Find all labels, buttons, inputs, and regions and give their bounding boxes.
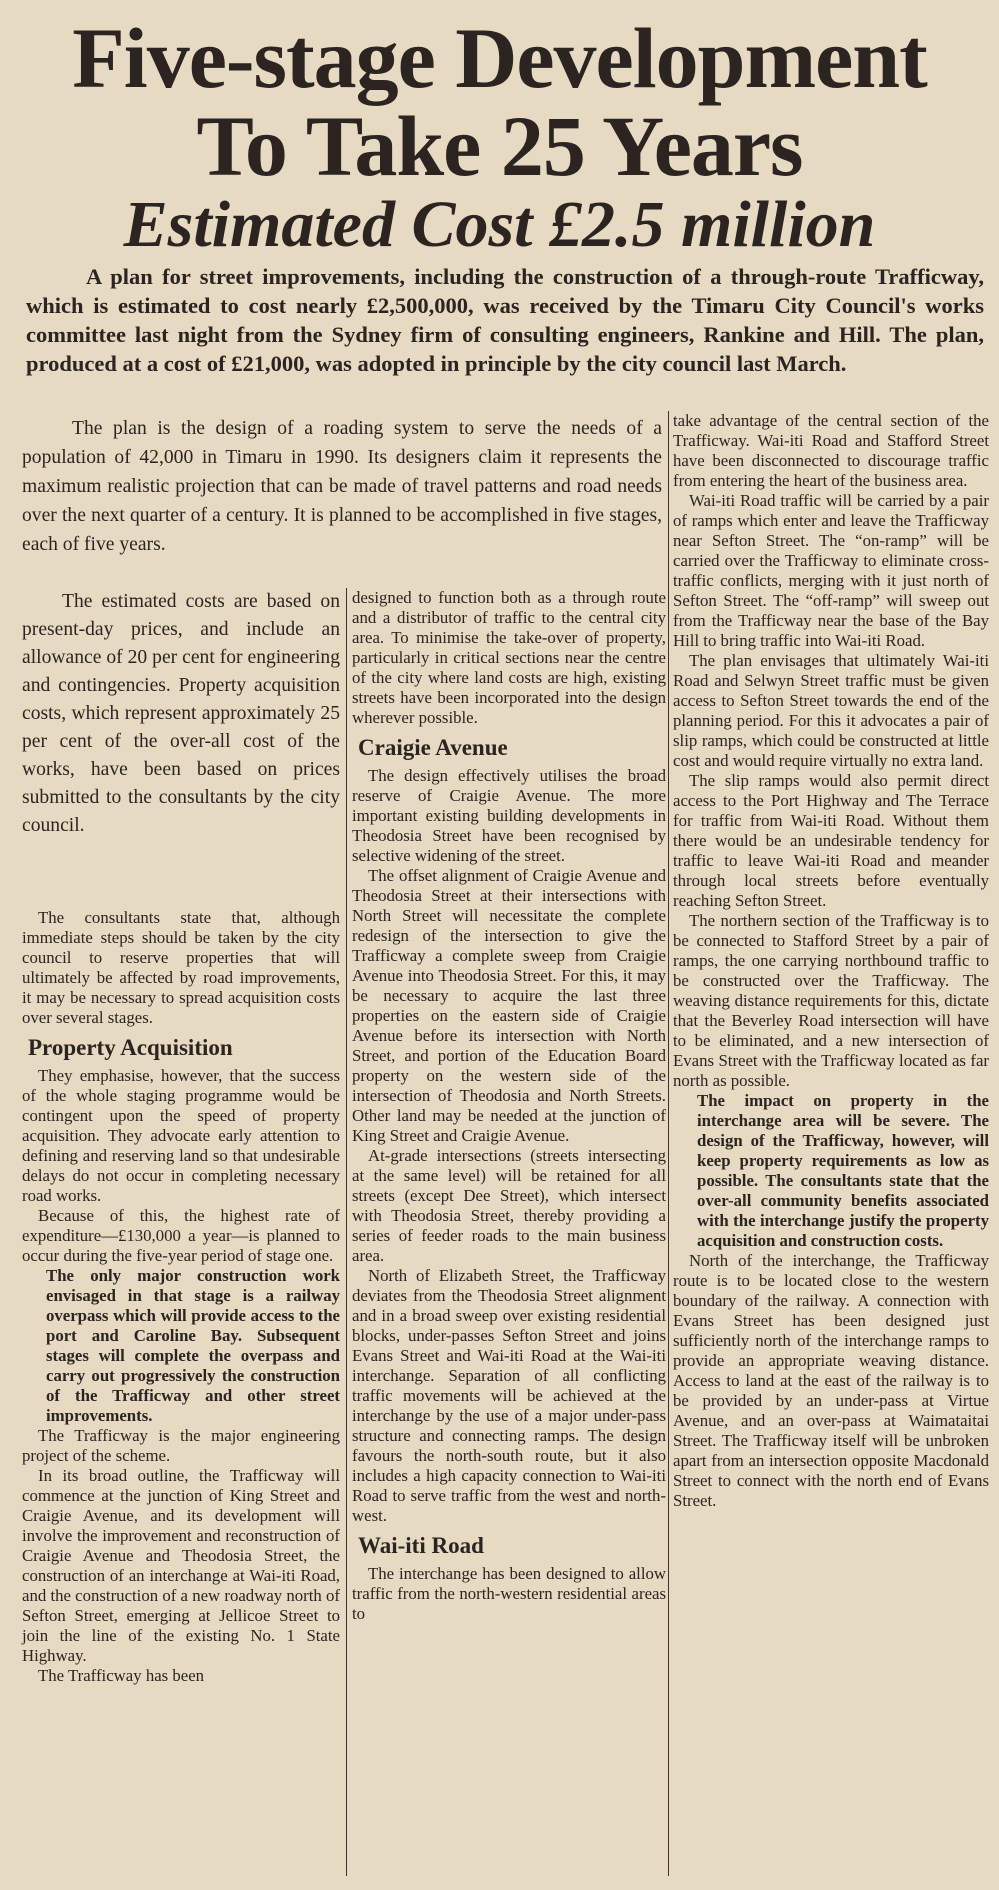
bold-paragraph: The impact on property in the interchange area will be severe. The design of the Trafficway, however, will keep property requirements as low as possible. The consultants state that the over-all community benefits associated with the interchange justify the property acquisition and construction costs. — [697, 1091, 989, 1250]
subheading: Wai-iti Road — [358, 1533, 484, 1558]
paragraph: North of the interchange, the Trafficway route is to be located close to the western boundary of the railway. A connection with Evans Street has been designed just sufficiently north of the interchange ramps to provide an appropriate weaving distance. Access to land at the east of the railway is to be provided by an under-pass at Virtue Avenue, and an over-pass at Waimataitai Street. The Trafficway itself will be unbroken apart from an intersection opposite Macdonald Street to connect with the north end of Evans Street. — [673, 1251, 989, 1510]
paragraph: take advantage of the central section of the Trafficway. Wai-iti Road and Stafford Street have been disconnected to discourage traffic from entering the heart of the business area. — [673, 411, 989, 490]
paragraph: The Trafficway is the major engineering project of the scheme. — [22, 1426, 340, 1465]
paragraph: At-grade intersections (streets intersecting at the same level) will be retained for all streets (except Dee Street), which intersect with Theodosia Street, thereby providing a series of feeder roads to the main business area. — [352, 1146, 666, 1265]
lead-text: The estimated costs are based on present-day prices, and include an allowance of 20 per cent for engineering and contingencies. Property acquisition costs, which represent approximately 25 per cent of the over-all cost of the works, have been based on prices submitted to the consultants by the city council. — [22, 591, 340, 836]
column-rule-right — [668, 411, 669, 1876]
headline-line-2: To Take 25 Years — [196, 98, 803, 194]
lead-paragraph — [22, 588, 340, 840]
paragraph: In its broad outline, the Trafficway will commence at the junction of King Street and Craigie Avenue, and its development will involve the improvement and reconstruction of Craigie Avenue and Theodosia Street, the construction of an interchange at Wai-iti Road, and the construction of a new roadway north of Sefton Street, emerging at Jellicoe Street to join the line of the existing No. 1 State Highway. — [22, 1466, 340, 1665]
column-1 — [22, 908, 340, 1686]
paragraph: The consultants state that, although immediate steps should be taken by the city council to reserve properties that will ultimately be affected by road improvements, it may be necessary to spread acquisition costs over several stages. — [22, 908, 340, 1027]
intro-paragraph — [22, 414, 662, 559]
headline-line-1: Five-stage Development — [72, 10, 927, 106]
paragraph: The plan envisages that ultimately Wai-iti Road and Selwyn Street traffic must be given access to Sefton Street towards the end of the planning period. For this it advocates a pair of slip ramps, which could be constructed at little cost and would require virtually no extra land. — [673, 651, 989, 770]
paragraph: The slip ramps would also permit direct access to the Port Highway and The Terrace for traffic from Wai-iti Road. Without them there would be an undesirable tendency for traffic to leave Wai-iti Road and meander through local streets before eventually reaching Sefton Street. — [673, 771, 989, 910]
paragraph: The Trafficway has been — [38, 1666, 205, 1685]
paragraph: The offset alignment of Craigie Avenue and Theodosia Street at their intersections with North Street will necessitate the complete redesign of the intersection to give the Trafficway a complete sweep from Craigie Avenue into Theodosia Street. For this, it may be necessary to acquire the last three properties on the eastern side of Craigie Avenue before its intersection with North Street, and portion of the Education Board property on the western side of the intersection of Theodosia and North Streets. Other land may be needed at the junction of King Street and Craigie Avenue. — [352, 866, 666, 1145]
paragraph: Wai-iti Road traffic will be carried by a pair of ramps which enter and leave the Trafficway near Sefton Street. The “on-ramp” will be carried over the Trafficway to eliminate cross-traffic conflicts, merging with it just north of Sefton Street. The “off-ramp” will sweep out from the Trafficway near the base of the Bay Hill to bring traffic into Wai-iti Road. — [673, 491, 989, 650]
paragraph: designed to function both as a through route and a distributor of traffic to the central city area. To minimise the take-over of property, particularly in critical sections near the centre of the city where land costs are high, existing streets have been incorporated into the design wherever possible. — [352, 588, 666, 727]
column-rule-left — [346, 588, 347, 1876]
standfirst — [26, 262, 984, 378]
paragraph: The interchange has been designed to allow traffic from the north-western residential areas to — [352, 1564, 666, 1623]
bold-paragraph: The only major construction work envisaged in that stage is a railway overpass which will provide access to the port and Caroline Bay. Subsequent stages will complete the overpass and carry out progressively the construction of the Trafficway and other street improvements. — [46, 1266, 340, 1425]
subheading: Craigie Avenue — [358, 735, 508, 760]
paragraph: The design effectively utilises the broad reserve of Craigie Avenue. The more important existing building developments in Theodosia Street have been recognised by selective widening of the street. — [352, 766, 666, 865]
standfirst-text: A plan for street improvements, including the construction of a through-route Trafficway, which is estimated to cost nearly £2,500,000, was received by the Timaru City Council's works committee last night from the Sydney firm of consulting engineers, Rankine and Hill. The plan, produced at a cost of £21,000, was adopted in principle by the city council last March. — [26, 264, 984, 376]
paragraph: North of Elizabeth Street, the Trafficway deviates from the Theodosia Street alignment and in a broad sweep over existing residential blocks, under-passes Sefton Street and joins Evans Street and Wai-iti Road at the Wai-iti interchange. Separation of all conflicting traffic movements will be achieved at the interchange by the use of a major under-pass structure and connecting ramps. The design favours the north-south route, but it also includes a high capacity connection to Wai-iti Road to serve traffic from the west and north-west. — [352, 1266, 666, 1525]
subheading: Property Acquisition — [28, 1035, 233, 1060]
paragraph: They emphasise, however, that the success of the whole staging programme would be contingent upon the speed of property acquisition. They advocate early attention to defining and reserving land so that undesirable delays do not occur in completing necessary road works. — [22, 1066, 340, 1205]
column-3 — [673, 411, 989, 1511]
paragraph: The northern section of the Trafficway is to be connected to Stafford Street by a pair of ramps, the one carrying northbound traffic to be constructed over the Trafficway. The weaving distance requirements for this, dictate that the Beverley Road intersection will have to be eliminated, and a new intersection of Evans Street with the Trafficway located as far north as possible. — [673, 911, 989, 1090]
headline-deck: Estimated Cost £2.5 million — [123, 188, 876, 261]
intro-text: The plan is the design of a roading system to serve the needs of a population of 42,000 in Timaru in 1990. Its designers claim it represents the maximum realistic projection that can be made of travel patterns and road needs over the next quarter of a century. It is planned to be accomplished in five stages, each of five years. — [22, 418, 662, 555]
paragraph: Because of this, the highest rate of expenditure—£130,000 a year—is planned to occur during the five-year period of stage one. — [22, 1206, 340, 1265]
column-2 — [352, 588, 666, 1624]
